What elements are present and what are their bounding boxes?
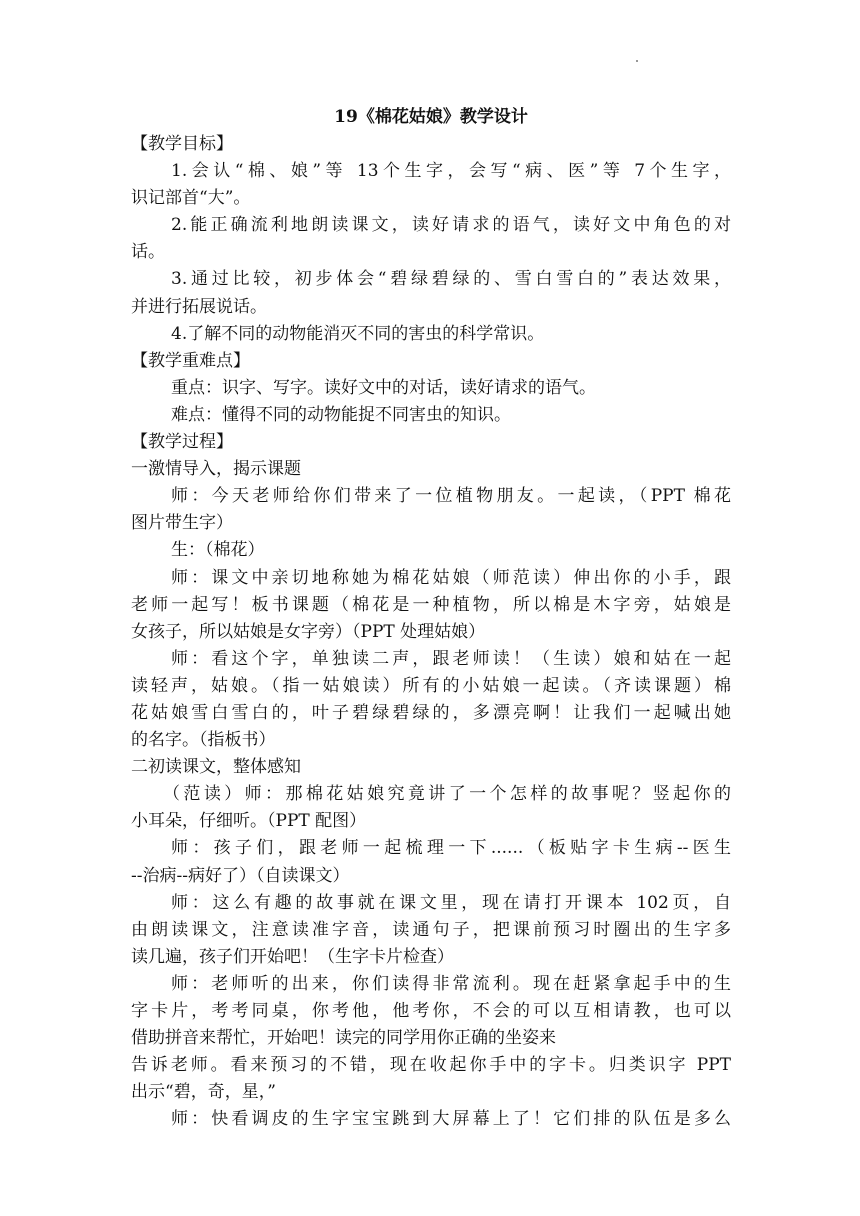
- text-line: 出示“碧，奇，星，”: [131, 1082, 276, 1103]
- text-line: （范读）师：那棉花姑娘究竟讲了一个怎样的故事呢？竖起你的: [163, 784, 731, 805]
- text-line: 告诉老师。看来预习的不错，现在收起你手中的字卡。归类识字 PPT: [131, 1055, 731, 1076]
- text-line: 生：（棉花）: [171, 540, 265, 561]
- text-line: 1.会认“棉、娘”等 13个生字，会写“病、医”等 7个生字，: [171, 161, 731, 182]
- text-line: 的名字。（指板书）: [131, 730, 276, 751]
- section-heading: 【教学目标】: [131, 134, 233, 154]
- text-line: 2.能正确流利地朗读课文，读好请求的语气，读好文中角色的对: [171, 215, 731, 236]
- text-line: 女孩子，所以姑娘是女字旁）（PPT 处理姑娘）: [131, 621, 486, 642]
- text-line: 重点：识字、写字。读好文中的对话，读好请求的语气。: [171, 377, 596, 398]
- text-line: --治病--病好了）（自读课文）: [131, 865, 350, 886]
- text-line: 3.通过比较，初步体会“碧绿碧绿的、雪白雪白的”表达效果，: [171, 269, 731, 290]
- text-line: 读轻声，姑娘。（指一姑娘读）所有的小姑娘一起读。（齐读课题）棉: [131, 675, 731, 696]
- text-line: 并进行拓展说话。: [131, 296, 267, 317]
- text-line: 师：老师听的出来，你们读得非常流利。现在赶紧拿起手中的生: [171, 973, 731, 994]
- section-heading: 【教学重难点】: [131, 350, 250, 371]
- text-line: 师：看这个字，单独读二声，跟老师读！（生读）娘和姑在一起: [171, 648, 731, 669]
- text-line: 借助拼音来帮忙，开始吧！读完的同学用你正确的坐姿来: [131, 1028, 556, 1049]
- section-heading: 【教学过程】: [131, 432, 233, 453]
- text-line: 师：这么有趣的故事就在课文里，现在请打开课本 102页，自: [171, 892, 731, 913]
- text-line: 识记部首“大”。: [131, 188, 251, 209]
- text-line: 难点：懂得不同的动物能捉不同害虫的知识。: [171, 404, 511, 425]
- text-line: 字卡片，考考同桌，你考他，他考你，不会的可以互相请教，也可以: [131, 1001, 731, 1021]
- text-line: 二初读课文，整体感知: [131, 757, 301, 778]
- text-line: 师：孩子们，跟老师一起梳理一下......（板贴字卡生病--医生: [171, 838, 731, 859]
- text-line: 一激情导入，揭示课题: [131, 459, 301, 480]
- text-line: 读几遍，孩子们开始吧！（生字卡片检查）: [131, 946, 454, 967]
- text-line: 师：快看调皮的生字宝宝跳到大屏幕上了！它们排的队伍是多么: [171, 1109, 731, 1130]
- text-line: 4.了解不同的动物能消灭不同的害虫的科学常识。: [171, 323, 545, 344]
- text-line: 花姑娘雪白雪白的，叶子碧绿碧绿的，多漂亮啊！让我们一起喊出她: [131, 702, 731, 723]
- text-line: 老师一起写！板书课题（棉花是一种植物，所以棉是木字旁，姑娘是: [131, 594, 731, 615]
- text-line: 师：课文中亲切地称她为棉花姑娘（师范读）伸出你的小手，跟: [171, 567, 731, 588]
- document-page: [131, 104, 731, 1133]
- text-line: 图片带生字）: [131, 513, 233, 534]
- document-body: [131, 131, 731, 1133]
- text-line: 由朗读课文，注意读准字音，读通句子，把课前预习时圈出的生字多: [131, 919, 731, 940]
- text-line: 小耳朵，仔细听。（PPT 配图）: [131, 811, 367, 832]
- text-line: 师：今天老师给你们带来了一位植物朋友。一起读，（PPT 棉花: [171, 486, 731, 507]
- page-marker-dot: [636, 60, 638, 62]
- text-line: 话。: [131, 242, 165, 263]
- document-title: 19《棉花姑娘》教学设计: [334, 107, 528, 127]
